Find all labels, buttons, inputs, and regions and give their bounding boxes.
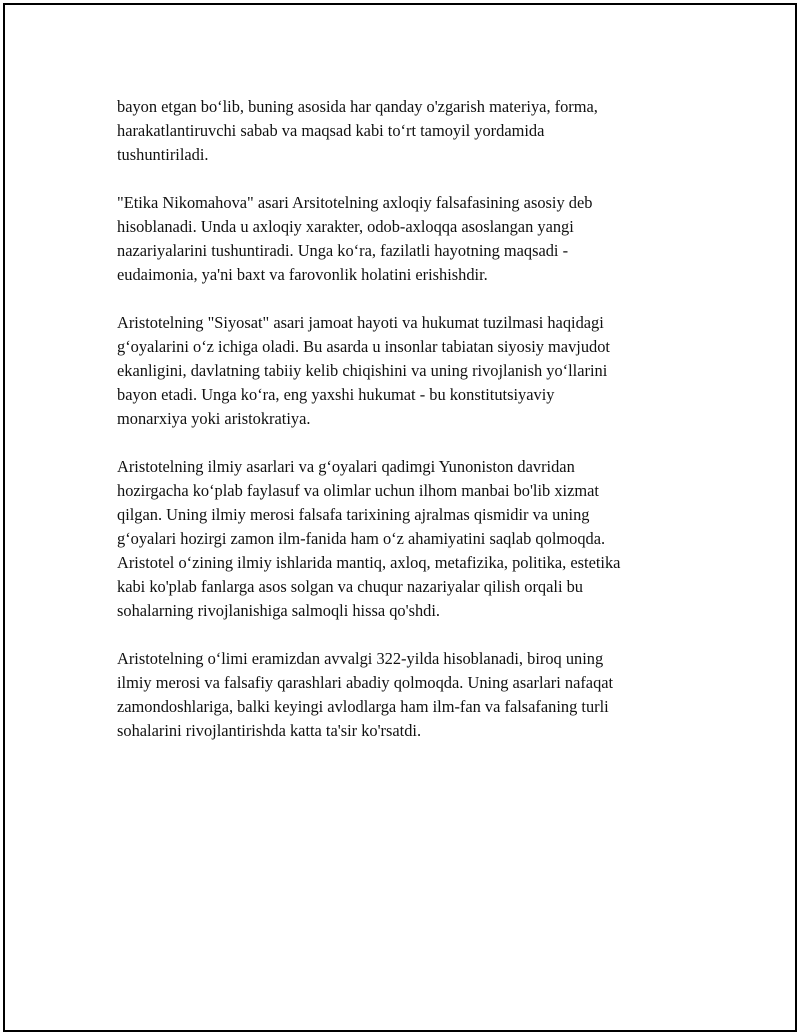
text-line: Aristotelning o‘limi eramizdan avvalgi 322-yilda hisoblanadi, biroq uning <box>117 649 604 668</box>
text-line: eudaimonia, ya'ni baxt va farovonlik holatini erishishdir. <box>117 265 488 284</box>
paragraph-death-and-influence <box>117 647 687 743</box>
text-line: tushuntiriladi. <box>117 145 209 164</box>
text-line: bayon etgan bo‘lib, buning asosida har qanday o'zgarish materiya, forma, <box>117 97 598 116</box>
text-line: hozirgacha ko‘plab faylasuf va olimlar uchun ilhom manbai bo'lib xizmat <box>117 481 599 500</box>
text-line: Aristotelning "Siyosat" asari jamoat hayoti va hukumat tuzilmasi haqidagi <box>117 313 604 332</box>
text-line: kabi ko'plab fanlarga asos solgan va chuqur nazariyalar qilish orqali bu <box>117 577 583 596</box>
paragraph-politics <box>117 311 687 431</box>
text-line: ilmiy merosi va falsafiy qarashlari abadiy qolmoqda. Uning asarlari nafaqat <box>117 673 614 692</box>
text-line: harakatlantiruvchi sabab va maqsad kabi to‘rt tamoyil yordamida <box>117 121 545 140</box>
paragraph-aristotle-causes <box>117 95 687 167</box>
text-line: nazariyalarini tushuntiradi. Unga ko‘ra, fazilatli hayotning maqsadi - <box>117 241 569 260</box>
text-line: sohalarning rivojlanishiga salmoqli hissa qo'shdi. <box>117 601 440 620</box>
text-line: "Etika Nikomahova" asari Arsitotelning axloqiy falsafasining asosiy deb <box>117 193 593 212</box>
paragraph-nicomachean-ethics <box>117 191 687 287</box>
text-line: Aristotel o‘zining ilmiy ishlarida mantiq, axloq, metafizika, politika, estetika <box>117 553 621 572</box>
text-line: g‘oyalarini o‘z ichiga oladi. Bu asarda u insonlar tabiatan siyosiy mavjudot <box>117 337 610 356</box>
text-line: Aristotelning ilmiy asarlari va g‘oyalari qadimgi Yunoniston davridan <box>117 457 575 476</box>
paragraph-scientific-legacy <box>117 455 687 623</box>
text-line: qilgan. Uning ilmiy merosi falsafa tarixining ajralmas qismidir va uning <box>117 505 590 524</box>
text-line: monarxiya yoki aristokratiya. <box>117 409 311 428</box>
text-line: zamondoshlariga, balki keyingi avlodlarga ham ilm-fan va falsafaning turli <box>117 697 609 716</box>
text-line: sohalarini rivojlantirishda katta ta'sir ko'rsatdi. <box>117 721 422 740</box>
text-line: ekanligini, davlatning tabiiy kelib chiqishini va uning rivojlanish yo‘llarini <box>117 361 608 380</box>
text-line: hisoblanadi. Unda u axloqiy xarakter, odob-axloqqa asoslangan yangi <box>117 217 574 236</box>
text-line: g‘oyalari hozirgi zamon ilm-fanida ham o‘z ahamiyatini saqlab qolmoqda. <box>117 529 606 548</box>
document-body <box>117 95 687 767</box>
text-line: bayon etadi. Unga ko‘ra, eng yaxshi hukumat - bu konstitutsiyaviy <box>117 385 555 404</box>
